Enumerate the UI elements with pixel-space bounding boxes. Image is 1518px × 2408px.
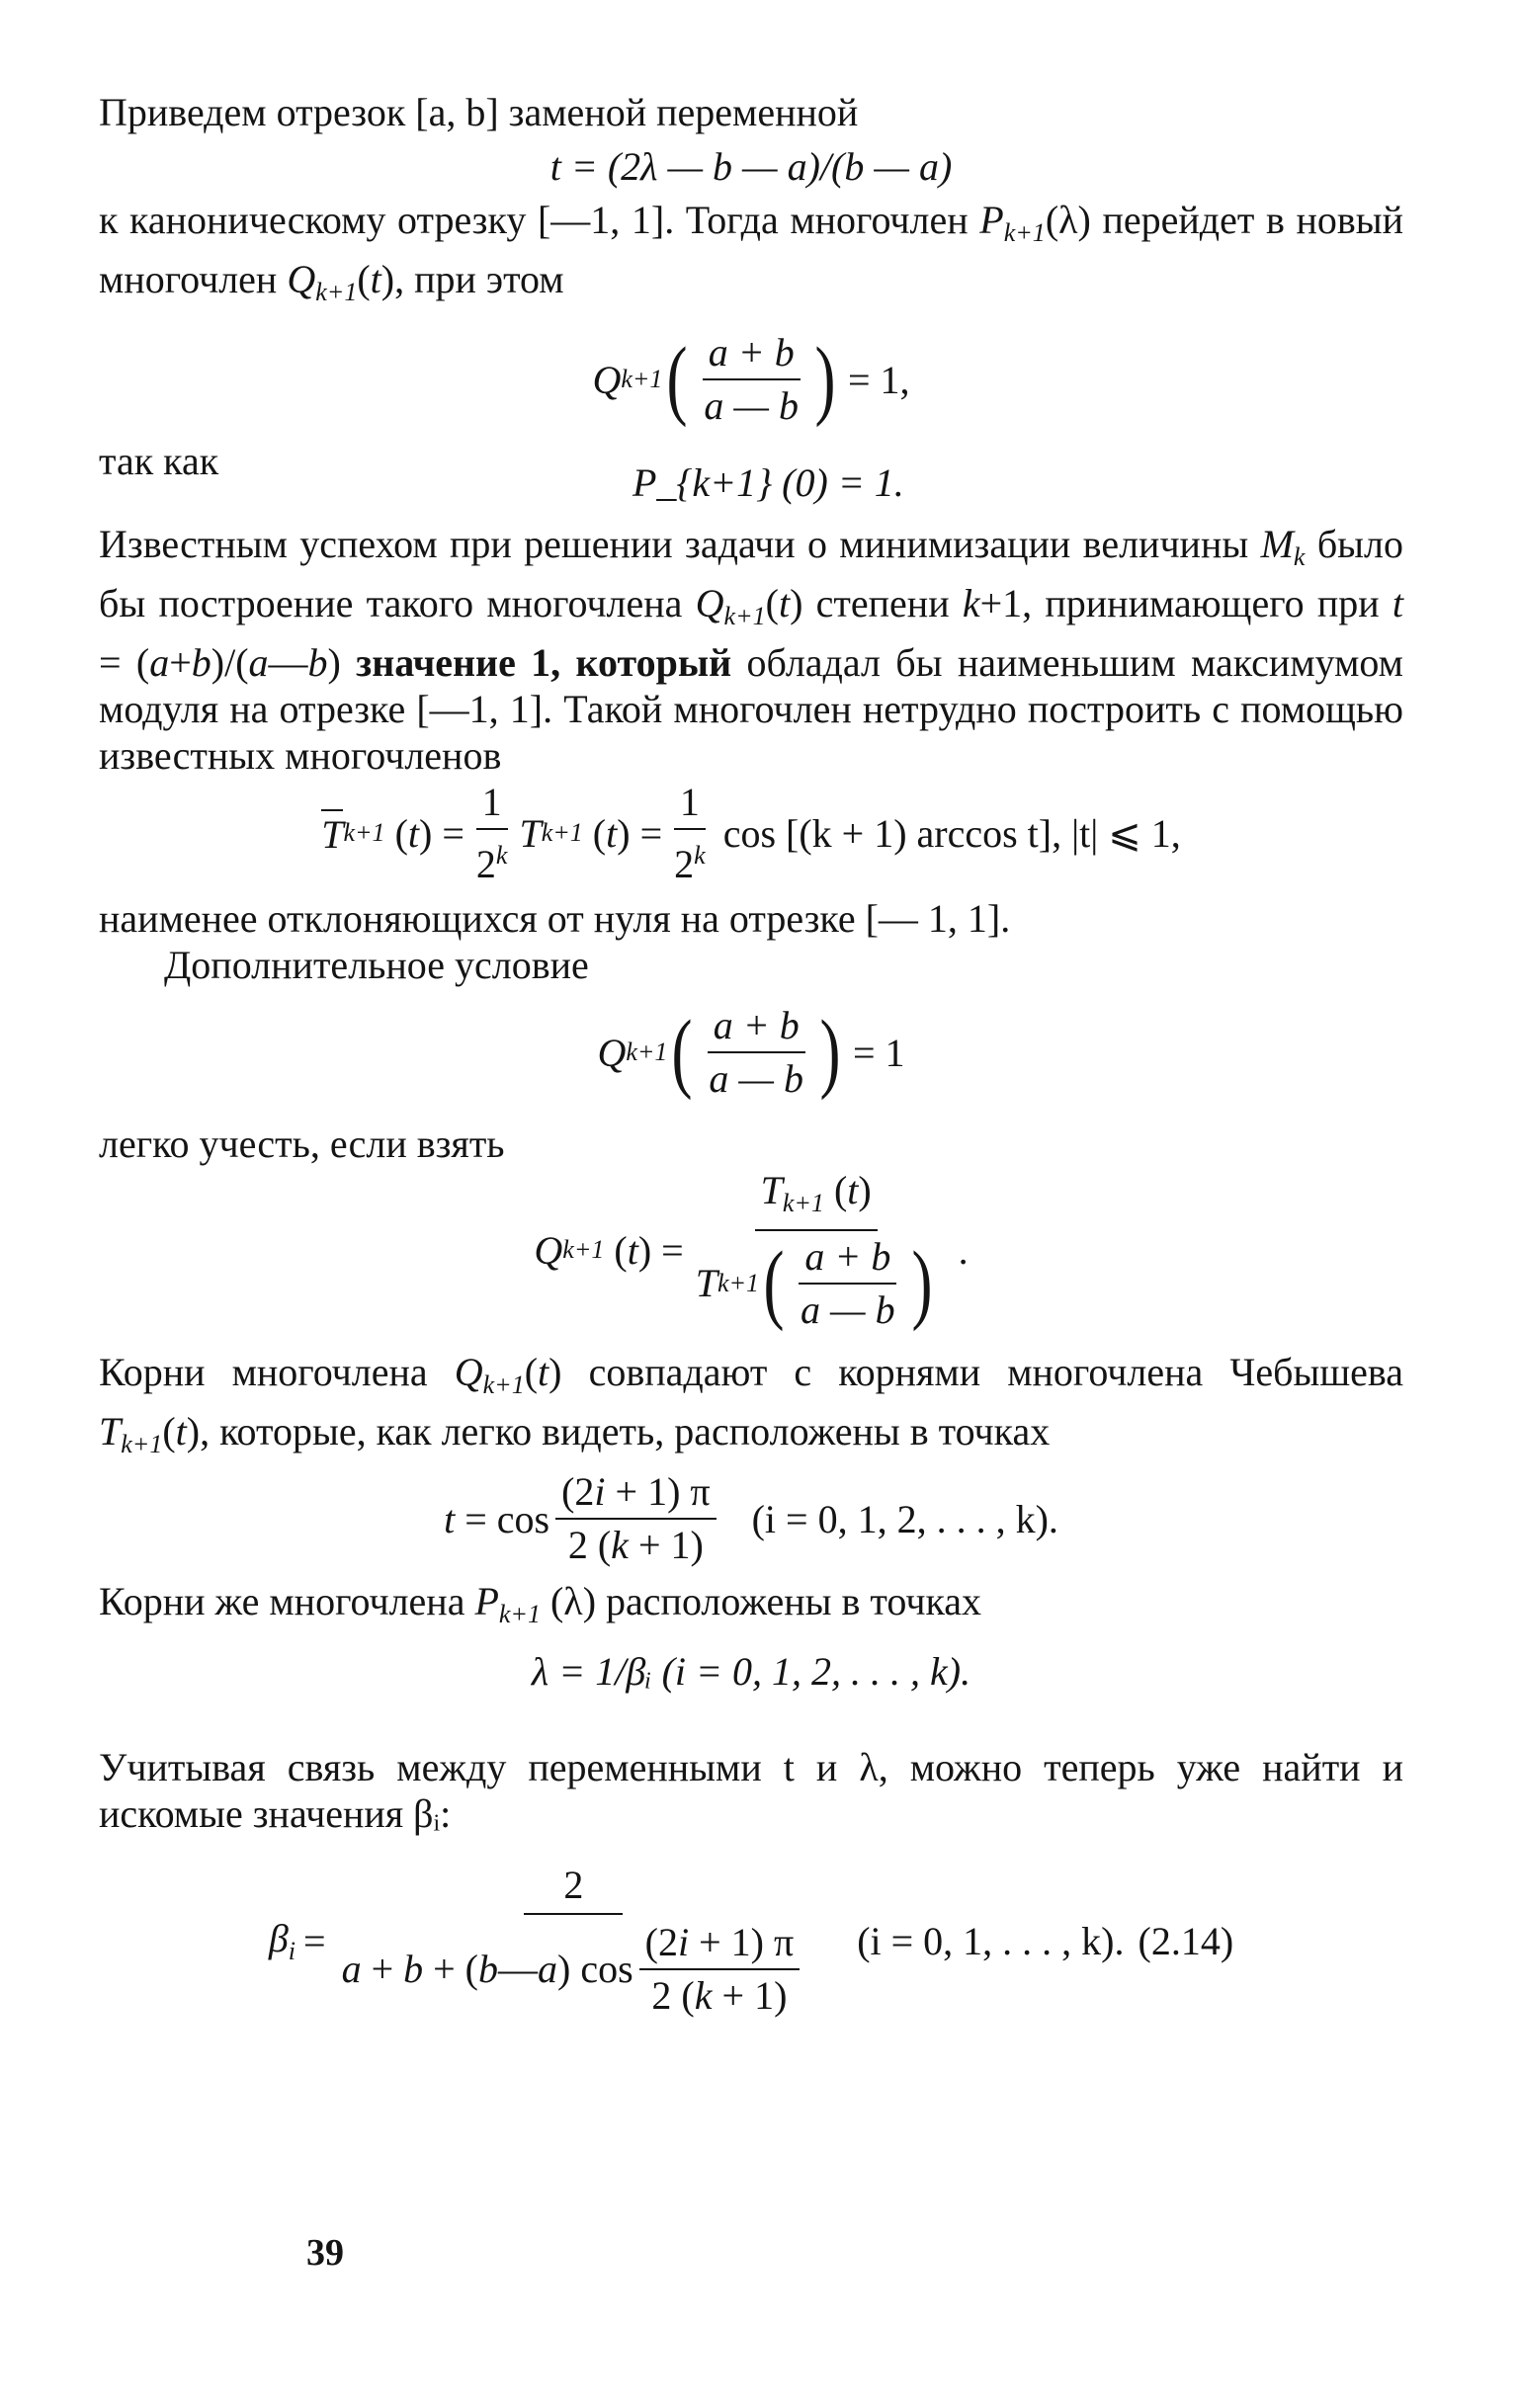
paragraph-5: наименее отклоняющихся от нуля на отрезке [— 1, 1]. [99,896,1011,941]
equation-q-definition: Q k+1 ( t ) = $T_{k+1}$ (t) T k+1 ( $\frac{a + b}{a — b}$ ) . [534,1167,969,1332]
equation-q-condition: Q k+1 ( $\frac{a + b}{a — b}$ ) = 1, [592,330,910,428]
paragraph-8: Корни многочлена $Q_{k+1}(t)$ совпадают с корнями многочлена Чебышева $T_{k+1}(t)$, которые, как легко видеть, расположены в точках [99,1350,1403,1458]
equation-substitution: t = (2λ — b — a)/(b — a) [549,143,953,189]
equation-2-14: $\beta_i$ = 2 a + b + ( b — a ) cos $\frac{(2i + 1) \pi}{2 (k + 1)}$ (i = 0, 1, . . . , k). (2.14) [268,1863,1234,2018]
paragraph-9: Корни же многочлена $P_{k+1}$ (λ) расположены в точках [99,1579,982,1628]
equation-number: (2.14) [1138,1918,1234,1963]
paragraph-6: Дополнительное условие [164,943,589,987]
equation-additional-condition: Q k+1 ( $\frac{a + b}{a — b}$ ) = 1 [597,1003,905,1101]
page-body [99,89,1403,2034]
paragraph-4: Известным успехом при решении задачи о минимизации величины $M_k$ было бы построение такого многочлена $Q_{k+1}(t)$ степени k+1, принимающего при t = (a+b)/(a—b) значение 1, который обладал бы наименьшим максимумом модуля на отрезке [—1, 1]. Такой многочлен нетрудно построить с помощью известных многочленов [99,522,1404,778]
paragraph-7: легко учесть, если взять [99,1121,505,1166]
paragraph-10: Учитывая связь между переменными t и λ, можно теперь уже найти и искомые значения βᵢ: [99,1745,1403,1836]
paragraph-1: Приведем отрезок [a, b] заменой переменной [99,90,859,134]
equation-chebyshev: T k+1 ( t ) = $\frac{1}{2^k}$ T k+1 ( t ) = $\frac{1}{2^k}$ cos [(k + 1) arccos t], |t| ⩽ 1, [321,779,1181,886]
equation-roots-lambda: λ = 1/βᵢ (i = 0, 1, 2, . . . , k). [531,1648,971,1694]
so-as-block: так как P_{k+1} (0) = 1. [99,439,904,505]
page-number: 39 [306,2232,344,2274]
equation-roots-t: t = cos $\frac{(2i + 1) \pi}{2 (k + 1)}$ (i = 0, 1, 2, . . . , k). [444,1469,1058,1567]
paragraph-2: к каноническому отрезку [—1, 1]. Тогда многочлен $P_{k+1}(\lambda)$ перейдет в новый многочлен $Q_{k+1}(t)$, при этом [99,198,1404,306]
